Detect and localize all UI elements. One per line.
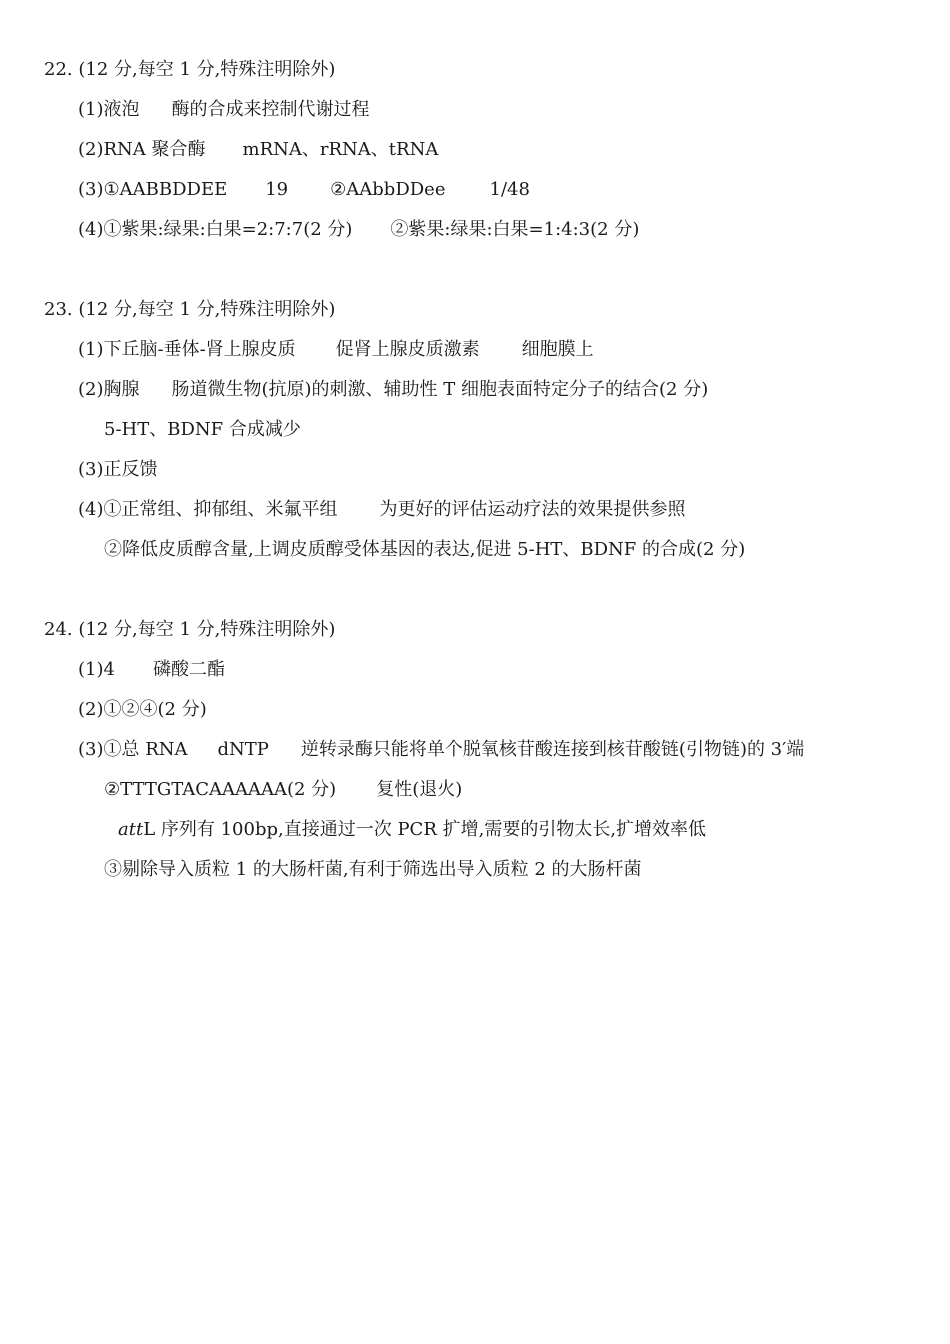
answer: 液泡 [103,99,140,120]
q23-line-2-continued: 5-HT、BDNF 合成减少 [104,419,301,440]
item-number: (4) [78,499,104,520]
answer: 为更好的评估运动疗法的效果提供参照 [379,499,686,520]
answer: 1/48 [489,179,530,200]
answer: ①正常组、抑郁组、米氟平组 [103,499,338,520]
item-number: (1) [78,659,104,680]
answer: ①AABBDDEE [103,179,228,200]
item-number: (4) [78,219,104,240]
q22-line-1 [78,98,370,122]
answer: 19 [265,179,289,200]
answer: 4 [103,659,115,680]
q24-line-3-continued-2 [118,818,706,842]
item-number: (2) [78,699,104,720]
q22-line-4 [78,218,639,242]
q23-line-2 [78,378,708,402]
item-number: (2) [78,139,104,160]
q23-line-1 [78,338,594,362]
q23-line-4 [78,498,686,522]
gene-italic-prefix: att [118,819,144,840]
item-number: (1) [78,339,104,360]
q24-line-3-continued [104,778,462,802]
answer: 促肾上腺皮质激素 [335,339,480,360]
q23-header: 23. (12 分,每空 1 分,特殊注明除外) [44,299,336,320]
answer: 复性(退火) [376,779,463,800]
q24-header: 24. (12 分,每空 1 分,特殊注明除外) [44,619,336,640]
answer: ②紫果:绿果:白果=1:4:3(2 分) [390,219,640,240]
q22-line-2 [78,138,438,162]
q22-line-3 [78,178,530,202]
answer: ②AAbbDDee [330,179,446,200]
answer: ②TTTGTACAAAAAA(2 分) [104,779,337,800]
q23-line-4-continued: ②降低皮质醇含量,上调皮质醇受体基因的表达,促进 5-HT、BDNF 的合成(2 分) [104,539,746,560]
answer: mRNA、rRNA、tRNA [242,139,439,160]
answer: 酶的合成来控制代谢过程 [171,99,370,120]
item-number: (3) [78,179,104,200]
answer: 下丘脑-垂体-肾上腺皮质 [103,339,296,360]
answer: 细胞膜上 [521,339,594,360]
q24-line-3 [78,738,804,762]
answer: dNTP [217,739,269,760]
answer: 胸腺 [103,379,140,400]
q24-line-2 [78,698,207,722]
q24-line-3-continued-3: ③剔除导入质粒 1 的大肠杆菌,有利于筛选出导入质粒 2 的大肠杆菌 [104,859,642,880]
item-number: (3) [78,739,104,760]
answer: ①总 RNA [103,739,188,760]
q23-line-3 [78,458,158,482]
answer: 逆转录酶只能将单个脱氧核苷酸连接到核苷酸链(引物链)的 3′端 [300,739,805,760]
item-number: (3) [78,459,104,480]
answer: ①紫果:绿果:白果=2:7:7(2 分) [103,219,353,240]
answer: 正反馈 [103,459,158,480]
answer: 磷酸二酯 [152,659,225,680]
q22-header: 22. (12 分,每空 1 分,特殊注明除外) [44,59,336,80]
q24-line-1 [78,658,225,682]
answer: L 序列有 100bp,直接通过一次 PCR 扩增,需要的引物太长,扩增效率低 [143,819,707,840]
answer: RNA 聚合酶 [103,139,206,160]
item-number: (1) [78,99,104,120]
answer: 肠道微生物(抗原)的刺激、辅助性 T 细胞表面特定分子的结合(2 分) [171,379,709,400]
answer: ①②④(2 分) [103,699,207,720]
item-number: (2) [78,379,104,400]
